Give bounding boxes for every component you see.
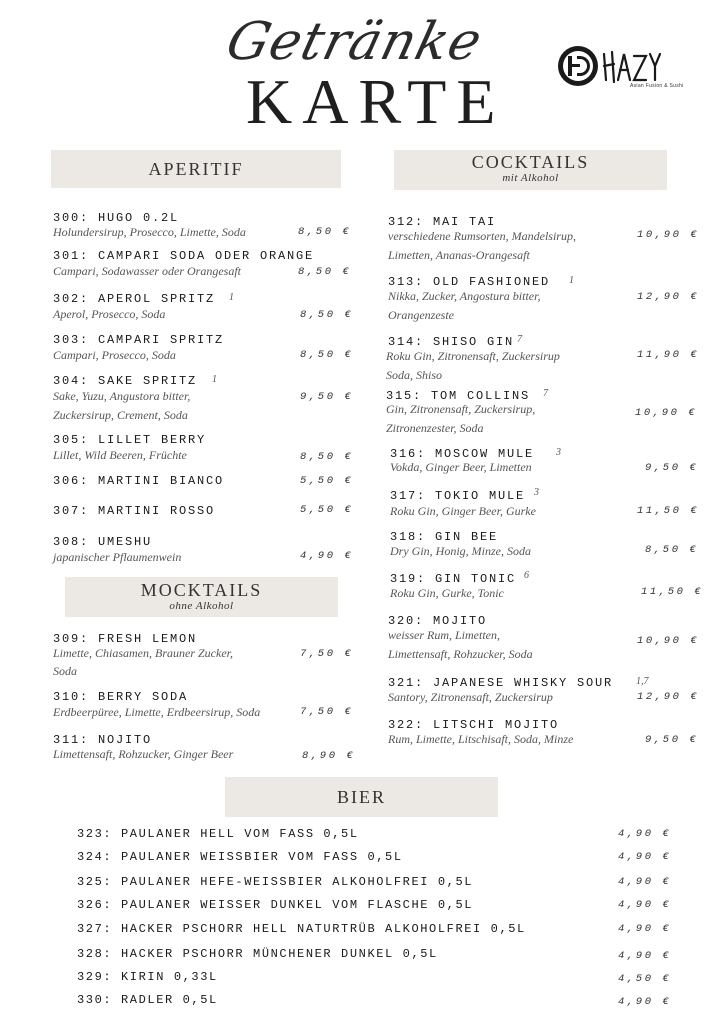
beer-item-price: 4,50 € [618,973,672,985]
menu-item-note: 1 [569,275,574,286]
menu-item-price: 8,50 € [645,544,699,556]
beer-item-name: 325: PAULANER HEFE-WEISSBIER ALKOHOLFREI 0,5L [77,875,474,889]
menu-item-name: 319: GIN TONIC [390,572,517,586]
section-cocktails-title: COCKTAILS [471,152,590,172]
menu-item-price: 12,90 € [637,291,700,303]
menu-item-desc: japanischer Pflaumenwein [53,550,182,564]
menu-item-name: 301: CAMPARI SODA ODER ORANGE [53,249,315,263]
menu-item-desc: Holundersirup, Prosecco, Limette, Soda [53,225,246,239]
menu-item-price: 7,50 € [300,706,354,718]
menu-item-price: 11,50 € [637,505,700,517]
menu-item-desc-line2: Zitronenzester, Soda [386,421,484,435]
menu-item-name: 305: LILLET BERRY [53,433,207,447]
menu-item-desc: Nikka, Zucker, Angostura bitter, [388,289,541,303]
menu-item-desc: Aperol, Prosecco, Soda [53,307,166,321]
beer-item-name: 323: PAULANER HELL VOM FASS 0,5L [77,827,359,841]
section-mocktails-subtitle: ohne Alkohol [169,600,234,612]
menu-item-price: 5,50 € [300,504,354,516]
section-cocktails-header [394,150,667,190]
menu-item-price: 8,50 € [300,451,354,463]
menu-item-price: 4,90 € [300,550,354,562]
beer-item-price: 4,90 € [618,996,672,1008]
menu-item-name: 307: MARTINI ROSSO [53,504,216,518]
menu-item-desc: Dry Gin, Honig, Minze, Soda [390,544,531,558]
section-aperitif-header [51,150,341,188]
beer-item-name: 327: HACKER PSCHORR HELL NATURTRÜB ALKOHOLFREI 0,5L [77,922,526,936]
menu-item-desc: Limette, Chiasamen, Brauner Zucker, [53,646,233,660]
menu-item-desc: Roku Gin, Zitronensaft, Zuckersirup [386,349,560,363]
menu-item-name: 302: APEROL SPRITZ [53,292,216,306]
menu-item-desc: Gin, Zitronensaft, Zuckersirup, [386,402,536,416]
beer-item-price: 4,90 € [618,950,672,962]
menu-item-price: 11,50 € [641,586,704,598]
menu-item-name: 313: OLD FASHIONED [388,275,551,289]
menu-item-name: 315: TOM COLLINS [386,389,531,403]
menu-item-desc: Campari, Prosecco, Soda [53,348,176,362]
menu-item-name: 320: MOJITO [388,614,488,628]
menu-item-name: 306: MARTINI BIANCO [53,474,225,488]
menu-item-desc-line2: Limettensaft, Rohzucker, Soda [388,647,533,661]
menu-item-note: 6 [524,570,529,581]
logo-tagline: Asian Fusion & Sushi [630,83,684,89]
menu-item-name: 309: FRESH LEMON [53,632,198,646]
menu-item-desc: Roku Gin, Ginger Beer, Gurke [390,504,536,518]
menu-item-price: 8,90 € [302,750,356,762]
menu-item-price: 8,50 € [298,226,352,238]
menu-item-desc: verschiedene Rumsorten, Mandelsirup, [388,229,576,243]
menu-item-price: 9,50 € [300,391,354,403]
section-mocktails-header [65,577,338,617]
beer-item-name: 329: KIRIN 0,33L [77,970,218,984]
beer-item-name: 328: HACKER PSCHORR MÜNCHENER DUNKEL 0,5L [77,947,438,961]
menu-item-desc: Rum, Limette, Litschisaft, Soda, Minze [388,732,574,746]
menu-item-name: 314: SHISO GIN [388,335,515,349]
beer-item-price: 4,90 € [618,851,672,863]
menu-item-note: 3 [556,447,561,458]
section-bier-header [225,777,498,817]
menu-item-name: 300: HUGO 0.2L [53,211,180,225]
menu-item-price: 10,90 € [637,635,700,647]
menu-item-note: 7 [543,388,548,399]
menu-item-name: 312: MAI TAI [388,215,497,229]
menu-item-price: 5,50 € [300,475,354,487]
menu-item-desc: Santory, Zitronensaft, Zuckersirup [388,690,553,704]
menu-item-price: 9,50 € [645,734,699,746]
beer-item-price: 4,90 € [618,899,672,911]
menu-item-note: 1 [212,374,217,385]
menu-item-desc-line2: Soda [53,664,77,678]
menu-item-price: 11,90 € [637,349,700,361]
beer-item-price: 4,90 € [618,828,672,840]
menu-item-note: 7 [517,334,522,345]
menu-item-price: 10,90 € [637,229,700,241]
menu-item-name: 322: LITSCHI MOJITO [388,718,560,732]
menu-item-price: 9,50 € [645,462,699,474]
menu-item-price: 8,50 € [300,349,354,361]
menu-item-desc: Lillet, Wild Beeren, Früchte [53,448,187,462]
menu-item-desc: Sake, Yuzu, Angustora bitter, [53,389,191,403]
menu-item-name: 303: CAMPARI SPRITZ [53,333,225,347]
menu-script-title: Getränke [220,12,489,72]
beer-item-price: 4,90 € [618,923,672,935]
menu-item-desc: weisser Rum, Limetten, [388,628,500,642]
beer-item-name: 324: PAULANER WEISSBIER VOM FASS 0,5L [77,850,403,864]
menu-item-desc-line2: Zuckersirup, Crement, Soda [53,408,188,422]
section-bier-title: BIER [336,787,386,807]
menu-item-note: 1 [229,292,234,303]
menu-item-desc: Limettensaft, Rohzucker, Ginger Beer [53,747,234,761]
menu-item-name: 310: BERRY SODA [53,690,189,704]
menu-item-name: 311: NOJITO [53,733,153,747]
menu-item-desc-line2: Orangenzeste [388,308,454,322]
menu-item-name: 318: GIN BEE [390,530,499,544]
beer-item-price: 4,90 € [618,876,672,888]
section-mocktails-title: MOCKTAILS [140,580,263,600]
menu-item-price: 12,90 € [637,691,700,703]
menu-item-desc: Vokda, Ginger Beer, Limetten [390,460,532,474]
menu-item-name: 321: JAPANESE WHISKY SOUR [388,676,614,690]
beer-item-name: 330: RADLER 0,5L [77,993,218,1007]
menu-main-title: KARTE [246,66,506,137]
menu-item-desc: Campari, Sodawasser oder Orangesaft [53,264,242,278]
menu-item-desc-line2: Limetten, Ananas-Orangesaft [388,248,530,262]
menu-item-price: 8,50 € [298,266,352,278]
menu-item-note: 1,7 [636,676,649,687]
menu-item-note: 3 [534,487,539,498]
menu-item-price: 8,50 € [300,309,354,321]
menu-item-name: 304: SAKE SPRITZ [53,374,198,388]
section-aperitif-title: APERITIF [148,159,244,179]
section-cocktails-subtitle: mit Alkohol [502,172,559,184]
menu-item-price: 10,90 € [635,407,698,419]
menu-item-price: 7,50 € [300,648,354,660]
menu-item-name: 308: UMESHU [53,535,153,549]
menu-item-desc: Roku Gin, Gurke, Tonic [390,586,504,600]
beer-item-name: 326: PAULANER WEISSER DUNKEL VOM FLASCHE 0,5L [77,898,474,912]
menu-item-name: 316: MOSCOW MULE [390,447,535,461]
menu-item-desc-line2: Soda, Shiso [386,368,443,382]
menu-item-name: 317: TOKIO MULE [390,489,526,503]
menu-item-desc: Erdbeerpüree, Limette, Erdbeersirup, Soda [53,705,261,719]
